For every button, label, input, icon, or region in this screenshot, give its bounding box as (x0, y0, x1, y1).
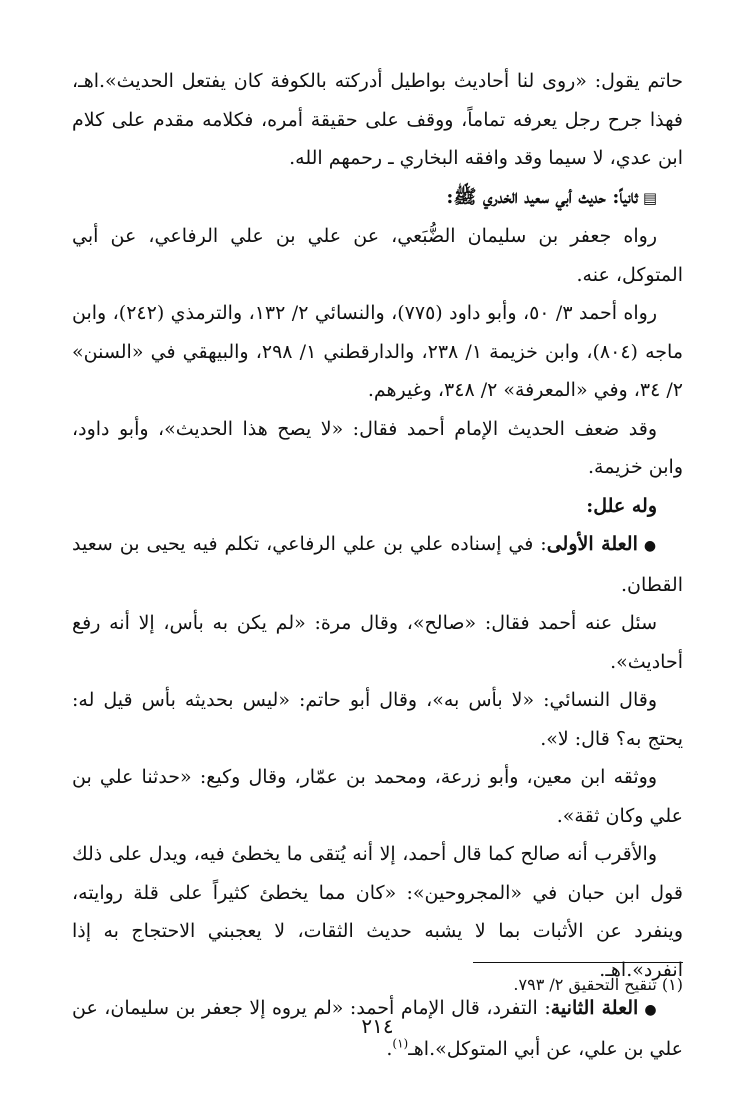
paragraph-hatim-quote: حاتم يقول: «روى لنا أحاديث بواطيل أدركته بالكوفة كان يفتعل الحديث».اهـ، فهذا جرح رجل يعرفه تماماً، ووقف على حقيقة أمره، فكلامه مقدم على كلام ابن عدي، لا سيما وقد وافقه البخاري ـ رحمهم الله. (72, 70, 683, 169)
footnote-number: (١) (661, 975, 683, 994)
section-heading-abu-said (72, 178, 683, 218)
page-number: ٢١٤ (361, 1014, 394, 1038)
footnote-text: تنقيح التحقيق ٢/ ٧٩٣. (513, 975, 657, 994)
first-defect-label: العلة الأولى (546, 533, 638, 555)
second-defect-label: العلة الثانية (550, 997, 639, 1019)
footnote-divider (473, 962, 683, 963)
footnote-reference[interactable]: (١) (392, 1036, 409, 1051)
book-icon: ▤ (642, 188, 657, 207)
honorific-glyph: ﷺ (453, 185, 477, 208)
paragraph-weakness: وقد ضعف الحديث الإمام أحمد فقال: «لا يصح هذا الحديث»، وأبو داود، وابن خزيمة. (72, 417, 683, 478)
second-defect-text: : التفرد، قال الإمام أحمد: «لم يروه إلا جعفر بن سليمان، عن علي بن علي، عن أبي المتوكل».اهـ (72, 997, 683, 1060)
paragraph-tawthiq: ووثقه ابن معين، وأبو زرعة، ومحمد بن عمّار، وقال وكيع: «حدثنا علي بن علي وكان ثقة». (72, 766, 683, 827)
paragraph-sources: رواه أحمد ٣/ ٥٠، وأبو داود (٧٧٥)، والنسائي ٢/ ١٣٢، والترمذي (٢٤٢)، وابن ماجه (٨٠٤)، وابن خزيمة ١/ ٢٣٨، والدارقطني ١/ ٢٩٨، والبيهقي في «السنن» ٢/ ٣٤، وفي «المعرفة» ٢/ ٣٤٨، وغيرهم. (72, 302, 684, 401)
paragraph-nasai-opinion: وقال النسائي: «لا بأس به»، وقال أبو حاتم: «ليس بحديثه بأس قيل له: يحتج به؟ قال: لا». (72, 689, 683, 750)
footnote (72, 972, 683, 998)
paragraph-conclusion: والأقرب أنه صالح كما قال أحمد، إلا أنه يُتقى ما يخطئ فيه، ويدل على ذلك قول ابن حبان في «المجروحين»: «كان مما يخطئ كثيراً على قلة روايته، وينفرد عن الأثبات بما لا يشبه حديث الثقات، لا يعجبني الاحتجاج به إذا انفرد».اهـ. (72, 843, 683, 981)
paragraph-first-defect (72, 525, 683, 604)
section-heading-colon: : (446, 185, 454, 208)
section-heading-text: ثانياً: حديث أبي سعيد الخدري (483, 185, 638, 208)
second-defect-end: . (386, 1037, 393, 1060)
paragraph-ahmad-opinion: سئل عنه أحمد فقال: «صالح»، وقال مرة: «لم يكن به بأس، إلا أنه رفع أحاديث». (72, 612, 683, 673)
heading-ilal: وله علل: (586, 494, 657, 517)
first-defect-text: : في إسناده علي بن علي الرفاعي، تكلم فيه يحيى بن سعيد القطان. (72, 533, 683, 596)
bullet-icon: ● (643, 538, 658, 554)
bullet-icon: ● (644, 1002, 658, 1018)
paragraph-narration: رواه جعفر بن سليمان الضُّبَعي، عن علي بن علي الرفاعي، عن أبي المتوكل، عنه. (72, 225, 683, 286)
